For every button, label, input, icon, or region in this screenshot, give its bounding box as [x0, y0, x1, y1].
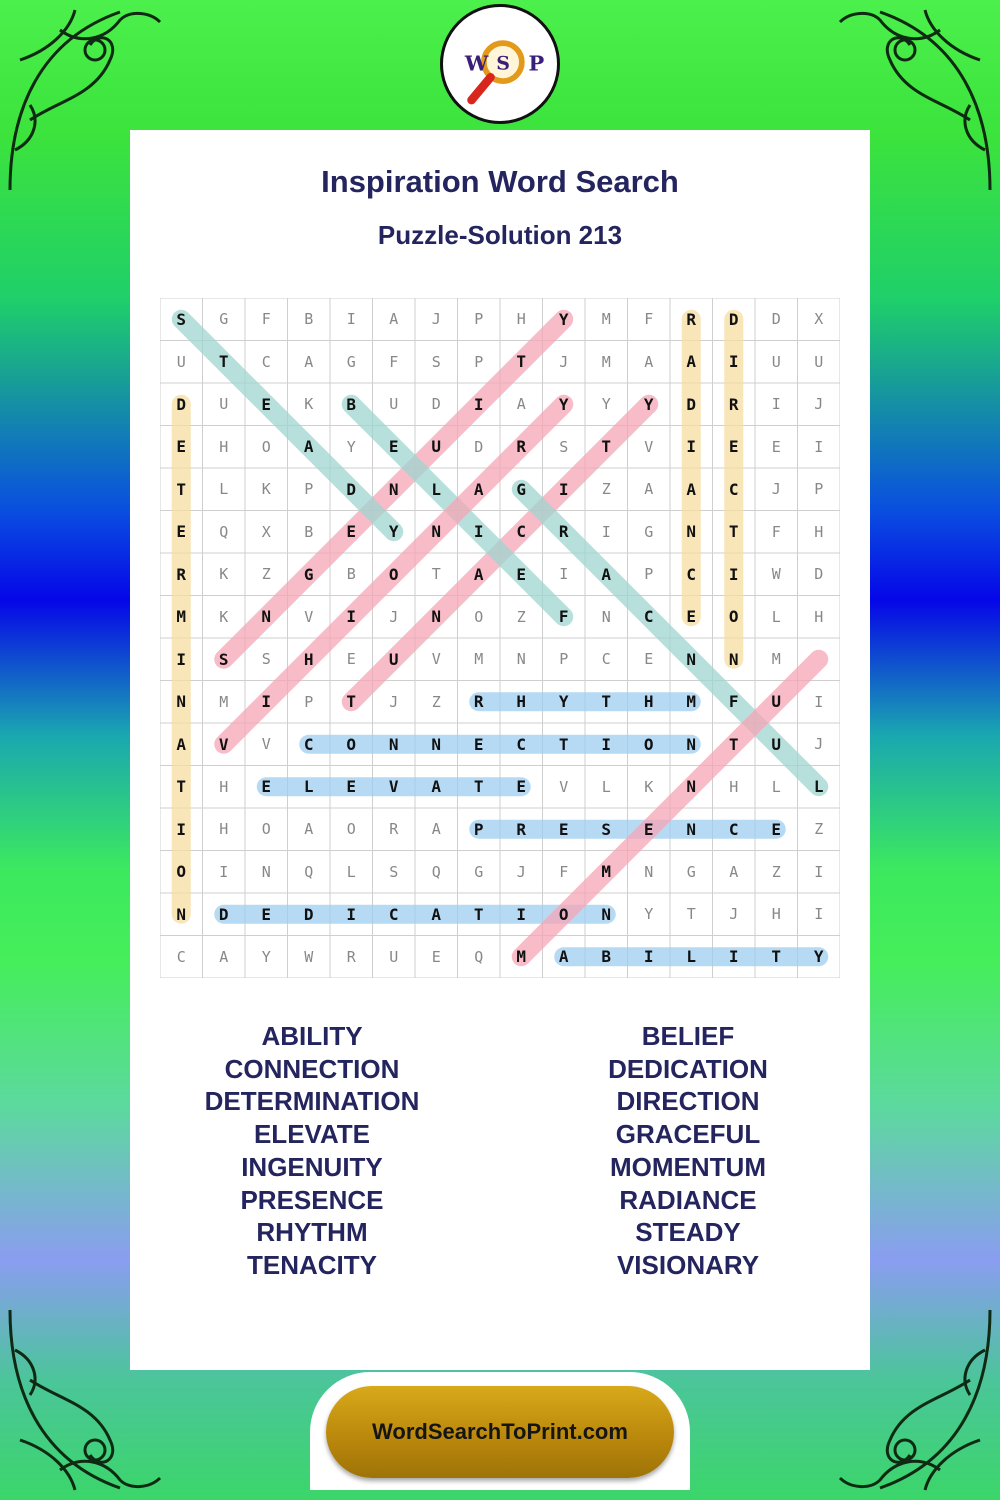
grid-cell[interactable]: M: [219, 692, 229, 711]
grid-cell[interactable]: M: [474, 650, 484, 669]
grid-cell[interactable]: E: [346, 522, 357, 542]
grid-cell[interactable]: E: [388, 437, 399, 457]
word-list-item: GRACEFUL: [615, 1119, 761, 1150]
word-list-item: INGENUITY: [241, 1151, 383, 1182]
word-list-item: TENACITY: [247, 1249, 377, 1280]
grid-cell[interactable]: T: [176, 777, 187, 797]
grid-cell[interactable]: L: [686, 947, 697, 967]
grid-cell[interactable]: I: [771, 395, 781, 414]
grid-cell[interactable]: A: [473, 564, 484, 584]
grid-cell[interactable]: Z: [431, 692, 441, 711]
grid-cell[interactable]: J: [389, 607, 399, 626]
grid-cell[interactable]: O: [261, 437, 271, 456]
page-subtitle: Puzzle-Solution 213: [377, 220, 623, 250]
grid-cell[interactable]: O: [346, 734, 357, 754]
word-list-item: VISIONARY: [616, 1249, 760, 1280]
grid-cell[interactable]: E: [516, 777, 527, 797]
grid-cell[interactable]: N: [601, 904, 612, 924]
grid-cell[interactable]: J: [814, 735, 824, 754]
word-list-item: ABILITY: [261, 1021, 363, 1051]
grid-cell[interactable]: I: [473, 522, 484, 542]
grid-cell[interactable]: I: [261, 692, 272, 712]
grid-cell[interactable]: I: [346, 607, 357, 627]
word-list-item: DIRECTION: [616, 1086, 760, 1117]
grid-cell[interactable]: K: [304, 395, 314, 414]
grid-cell[interactable]: J: [729, 905, 739, 924]
grid-cell[interactable]: V: [644, 437, 654, 456]
grid-cell[interactable]: D: [218, 904, 229, 924]
grid-cell[interactable]: A: [644, 480, 654, 499]
grid-cell[interactable]: N: [431, 607, 442, 627]
grid-cell[interactable]: D: [431, 395, 441, 414]
grid-cell[interactable]: U: [389, 395, 399, 414]
grid-cell[interactable]: I: [516, 904, 527, 924]
grid-cell[interactable]: G: [219, 310, 229, 329]
grid-cell[interactable]: N: [388, 479, 399, 499]
grid-cell[interactable]: H: [771, 905, 781, 924]
grid-cell[interactable]: N: [261, 862, 271, 881]
logo-letter-p: P: [528, 50, 545, 76]
grid-cell[interactable]: N: [686, 649, 697, 669]
grid-cell[interactable]: N: [431, 522, 442, 542]
grid-cell[interactable]: O: [176, 862, 187, 882]
grid-cell[interactable]: G: [516, 479, 527, 499]
word-list-item: BELIEF: [641, 1021, 735, 1051]
grid-cell[interactable]: C: [516, 522, 527, 542]
grid-cell[interactable]: L: [771, 607, 781, 626]
grid-cell[interactable]: Z: [516, 607, 526, 626]
grid-cell[interactable]: A: [176, 734, 187, 754]
grid-cell[interactable]: F: [771, 522, 781, 541]
grid-cell[interactable]: E: [346, 650, 356, 669]
grid-cell[interactable]: I: [558, 479, 569, 499]
grid-cell[interactable]: G: [303, 564, 314, 584]
grid-cell[interactable]: K: [219, 607, 229, 626]
word-list-item: PRESENCE: [240, 1184, 384, 1215]
grid-cell[interactable]: I: [559, 565, 569, 584]
word-list-item: ELEVATE: [253, 1119, 371, 1150]
grid-cell[interactable]: E: [516, 564, 527, 584]
grid-cell[interactable]: J: [431, 310, 441, 329]
grid-cell[interactable]: O: [346, 820, 356, 839]
grid-cell[interactable]: L: [771, 777, 781, 796]
grid-cell[interactable]: D: [814, 565, 824, 584]
grid-cell[interactable]: A: [516, 395, 526, 414]
grid-cell[interactable]: G: [644, 522, 654, 541]
grid-cell[interactable]: A: [686, 352, 697, 372]
grid-cell[interactable]: N: [388, 734, 399, 754]
grid-cell[interactable]: I: [814, 862, 824, 881]
grid-cell[interactable]: F: [559, 862, 569, 881]
grid-cell[interactable]: I: [814, 437, 824, 456]
grid-cell[interactable]: E: [643, 819, 654, 839]
grid-cell[interactable]: U: [771, 692, 782, 712]
grid-cell[interactable]: I: [473, 394, 484, 414]
grid-cell[interactable]: E: [771, 819, 782, 839]
grid-cell[interactable]: I: [601, 734, 612, 754]
grid-cell[interactable]: E: [176, 522, 187, 542]
grid-cell[interactable]: P: [474, 352, 484, 371]
grid-cell[interactable]: W: [304, 947, 314, 966]
grid-cell[interactable]: J: [771, 480, 781, 499]
word-list-item: RADIANCE: [619, 1184, 757, 1215]
grid-cell[interactable]: I: [346, 904, 357, 924]
grid-cell[interactable]: I: [728, 352, 739, 372]
grid-cell[interactable]: H: [814, 607, 824, 626]
grid-cell[interactable]: S: [218, 649, 229, 669]
grid-cell[interactable]: K: [219, 565, 229, 584]
grid-cell[interactable]: I: [176, 819, 187, 839]
grid-cell[interactable]: S: [601, 819, 612, 839]
grid-cell[interactable]: T: [728, 522, 739, 542]
grid-cell[interactable]: F: [728, 692, 739, 712]
grid-cell[interactable]: T: [728, 734, 739, 754]
grid-cell[interactable]: P: [644, 565, 654, 584]
grid-cell[interactable]: G: [346, 352, 356, 371]
grid-cell[interactable]: M: [601, 310, 611, 329]
grid-cell[interactable]: D: [728, 309, 739, 329]
grid-cell[interactable]: N: [728, 649, 739, 669]
grid-cell[interactable]: T: [516, 352, 527, 372]
grid-cell[interactable]: E: [346, 777, 357, 797]
grid-cell[interactable]: I: [601, 522, 611, 541]
grid-cell[interactable]: N: [686, 522, 697, 542]
grid-cell[interactable]: F: [389, 352, 399, 371]
grid-cell[interactable]: X: [814, 310, 824, 329]
grid-cell[interactable]: O: [643, 734, 654, 754]
word-list-item: CONNECTION: [224, 1053, 400, 1084]
grid-cell[interactable]: A: [219, 947, 229, 966]
grid-cell[interactable]: N: [686, 777, 697, 797]
grid-cell[interactable]: D: [474, 437, 484, 456]
word-list-item: RHYTHM: [256, 1217, 368, 1248]
word-search-grid: [160, 298, 840, 978]
grid-cell[interactable]: E: [644, 650, 654, 669]
grid-cell[interactable]: T: [601, 437, 612, 457]
grid-cell[interactable]: Q: [219, 522, 229, 541]
page-title: Inspiration Word Search: [321, 164, 679, 199]
grid-cell[interactable]: C: [388, 904, 399, 924]
grid-cell[interactable]: N: [601, 607, 611, 626]
grid-cell[interactable]: R: [346, 947, 356, 966]
grid-cell[interactable]: H: [219, 820, 229, 839]
grid-cell[interactable]: C: [601, 650, 611, 669]
grid-cell[interactable]: N: [516, 650, 526, 669]
grid-cell[interactable]: E: [261, 904, 272, 924]
grid-cell[interactable]: T: [176, 479, 187, 499]
grid-cell[interactable]: D: [686, 394, 697, 414]
grid-cell[interactable]: F: [261, 310, 271, 329]
grid-cell[interactable]: I: [643, 947, 654, 967]
grid-cell[interactable]: Z: [771, 862, 781, 881]
grid-cell[interactable]: Y: [813, 947, 824, 967]
grid-cell[interactable]: I: [686, 437, 697, 457]
grid-cell[interactable]: L: [601, 777, 611, 796]
grid-cell[interactable]: C: [303, 734, 314, 754]
grid-cell[interactable]: L: [346, 862, 356, 881]
grid-cell[interactable]: Y: [601, 395, 611, 414]
grid-cell[interactable]: S: [261, 650, 271, 669]
grid-cell[interactable]: U: [431, 437, 442, 457]
grid-cell[interactable]: Y: [261, 947, 271, 966]
grid-cell[interactable]: O: [474, 607, 484, 626]
grid-cell[interactable]: M: [176, 607, 187, 627]
grid-cell[interactable]: A: [729, 862, 739, 881]
grid-cell[interactable]: S: [431, 352, 441, 371]
grid-cell[interactable]: I: [728, 947, 739, 967]
grid-cell[interactable]: H: [814, 522, 824, 541]
grid-cell[interactable]: P: [473, 819, 484, 839]
grid-cell[interactable]: A: [644, 352, 654, 371]
grid-cell[interactable]: E: [261, 394, 272, 414]
grid-cell[interactable]: N: [176, 692, 187, 712]
grid-cell[interactable]: Y: [346, 437, 356, 456]
grid-cell[interactable]: Y: [558, 309, 569, 329]
grid-cell[interactable]: T: [771, 947, 782, 967]
grid-cell[interactable]: V: [261, 735, 271, 754]
grid-cell[interactable]: A: [303, 437, 314, 457]
grid-cell[interactable]: C: [728, 479, 739, 499]
grid-cell[interactable]: R: [389, 820, 399, 839]
grid-cell[interactable]: H: [303, 649, 314, 669]
grid-cell[interactable]: V: [559, 777, 569, 796]
grid-cell[interactable]: U: [771, 734, 782, 754]
grid-cell[interactable]: H: [516, 692, 527, 712]
grid-cell[interactable]: R: [516, 437, 527, 457]
grid-cell[interactable]: D: [176, 394, 187, 414]
grid-cell[interactable]: O: [388, 564, 399, 584]
grid-cell[interactable]: R: [728, 394, 739, 414]
grid-cell[interactable]: F: [558, 607, 569, 627]
word-list-item: DEDICATION: [608, 1053, 768, 1084]
grid-cell[interactable]: D: [771, 310, 781, 329]
grid-cell[interactable]: C: [643, 607, 654, 627]
grid-cell[interactable]: B: [601, 947, 612, 967]
grid-cell[interactable]: N: [686, 819, 697, 839]
grid-cell[interactable]: M: [686, 692, 697, 712]
grid-cell[interactable]: A: [686, 479, 697, 499]
grid-cell[interactable]: A: [558, 947, 569, 967]
grid-cell[interactable]: U: [388, 649, 399, 669]
logo-letter-w: W: [464, 50, 489, 76]
grid-cell[interactable]: G: [686, 862, 696, 881]
grid-cell[interactable]: M: [601, 862, 612, 882]
grid-cell[interactable]: E: [176, 437, 187, 457]
grid-cell[interactable]: I: [728, 564, 739, 584]
grid-cell[interactable]: I: [346, 310, 356, 329]
grid-cell[interactable]: T: [473, 777, 484, 797]
grid-cell[interactable]: I: [176, 649, 187, 669]
grid-cell[interactable]: V: [304, 607, 314, 626]
grid-cell[interactable]: Q: [304, 862, 314, 881]
grid-cell[interactable]: H: [643, 692, 654, 712]
grid-cell[interactable]: S: [559, 437, 569, 456]
grid-cell[interactable]: E: [431, 947, 441, 966]
grid-cell[interactable]: Q: [431, 862, 441, 881]
grid-cell[interactable]: B: [304, 310, 314, 329]
grid-cell[interactable]: H: [729, 777, 739, 796]
grid-cell[interactable]: U: [814, 352, 824, 371]
grid-cell[interactable]: R: [473, 692, 484, 712]
grid-cell[interactable]: P: [559, 650, 569, 669]
grid-cell[interactable]: Y: [644, 905, 654, 924]
grid-cell[interactable]: T: [218, 352, 229, 372]
grid-cell[interactable]: L: [431, 479, 442, 499]
grid-cell[interactable]: T: [601, 692, 612, 712]
grid-cell[interactable]: H: [219, 777, 229, 796]
grid-cell[interactable]: Q: [474, 947, 484, 966]
grid-cell[interactable]: Y: [643, 394, 654, 414]
grid-cell[interactable]: U: [771, 352, 781, 371]
grid-cell[interactable]: Z: [814, 820, 824, 839]
grid-cell[interactable]: H: [219, 437, 229, 456]
grid-cell[interactable]: S: [176, 309, 187, 329]
grid-cell[interactable]: T: [431, 565, 441, 584]
wsp-logo[interactable]: [440, 4, 560, 124]
grid-cell[interactable]: O: [728, 607, 739, 627]
grid-cell[interactable]: A: [389, 310, 399, 329]
grid-cell[interactable]: E: [686, 607, 697, 627]
grid-cell[interactable]: V: [431, 650, 441, 669]
grid-cell[interactable]: A: [473, 479, 484, 499]
grid-cell[interactable]: L: [219, 480, 229, 499]
grid-cell[interactable]: C: [686, 564, 697, 584]
grid-cell[interactable]: E: [261, 777, 272, 797]
grid-cell[interactable]: L: [813, 777, 824, 797]
grid-cell[interactable]: D: [346, 479, 357, 499]
grid-cell[interactable]: S: [389, 862, 399, 881]
grid-cell[interactable]: V: [388, 777, 399, 797]
grid-cell[interactable]: M: [601, 352, 611, 371]
grid-cell[interactable]: F: [644, 310, 654, 329]
grid-cell[interactable]: Z: [601, 480, 611, 499]
grid-cell[interactable]: C: [728, 819, 739, 839]
grid-cell[interactable]: A: [304, 820, 314, 839]
grid-cell[interactable]: J: [559, 352, 569, 371]
grid-cell[interactable]: B: [346, 394, 357, 414]
grid-cell[interactable]: R: [686, 309, 697, 329]
grid-cell[interactable]: N: [176, 904, 187, 924]
grid-cell[interactable]: R: [516, 819, 527, 839]
grid-cell[interactable]: T: [686, 905, 696, 924]
grid-cell[interactable]: O: [261, 820, 271, 839]
grid-cell[interactable]: I: [814, 692, 824, 711]
grid-cell[interactable]: U: [389, 947, 399, 966]
grid-cell[interactable]: P: [304, 480, 314, 499]
grid-cell[interactable]: A: [431, 820, 441, 839]
site-link-button[interactable]: WordSearchToPrint.com: [326, 1386, 674, 1478]
grid-cell[interactable]: X: [261, 522, 271, 541]
grid-cell[interactable]: B: [304, 522, 314, 541]
word-list-item: MOMENTUM: [610, 1151, 766, 1182]
word-list-left: [122, 1020, 502, 1282]
word-list-item: STEADY: [635, 1217, 741, 1248]
grid-cell[interactable]: I: [814, 905, 824, 924]
grid-cell[interactable]: C: [176, 947, 186, 966]
grid-cell[interactable]: U: [219, 395, 229, 414]
grid-cell[interactable]: T: [346, 692, 357, 712]
logo-letter-s: S: [496, 52, 510, 75]
grid-cell[interactable]: P: [474, 310, 484, 329]
grid-cell[interactable]: Z: [261, 565, 271, 584]
grid-cell[interactable]: J: [516, 862, 526, 881]
grid-cell[interactable]: K: [644, 777, 654, 796]
grid-cell[interactable]: K: [261, 480, 271, 499]
grid-cell[interactable]: A: [601, 564, 612, 584]
grid-cell[interactable]: J: [814, 395, 824, 414]
grid-cell[interactable]: C: [261, 352, 271, 371]
grid-cell[interactable]: U: [176, 352, 186, 371]
grid-cell[interactable]: Y: [388, 522, 399, 542]
grid-cell[interactable]: R: [176, 564, 187, 584]
grid-cell[interactable]: M: [771, 650, 781, 669]
grid-cell[interactable]: N: [261, 607, 272, 627]
grid-cell[interactable]: B: [346, 565, 356, 584]
grid-cell[interactable]: P: [814, 480, 824, 499]
grid-cell[interactable]: C: [516, 734, 527, 754]
grid-cell[interactable]: A: [431, 777, 442, 797]
grid-cell[interactable]: I: [219, 862, 229, 881]
grid-cell[interactable]: E: [473, 734, 484, 754]
grid-cell[interactable]: P: [304, 692, 314, 711]
grid-cell[interactable]: H: [516, 310, 526, 329]
grid-cell[interactable]: N: [431, 734, 442, 754]
grid-cell[interactable]: E: [558, 819, 569, 839]
grid-cell[interactable]: R: [558, 522, 569, 542]
grid-cell[interactable]: G: [474, 862, 484, 881]
grid-cell[interactable]: T: [473, 904, 484, 924]
grid-cell[interactable]: A: [304, 352, 314, 371]
grid-cell[interactable]: N: [644, 862, 654, 881]
word-list-item: DETERMINATION: [204, 1086, 420, 1117]
grid-cell[interactable]: M: [516, 947, 527, 967]
grid-cell[interactable]: Y: [558, 394, 569, 414]
grid-cell[interactable]: O: [558, 904, 569, 924]
grid-cell[interactable]: E: [771, 437, 781, 456]
grid-cell[interactable]: A: [431, 904, 442, 924]
grid-cell[interactable]: J: [389, 692, 399, 711]
grid-cell[interactable]: V: [218, 734, 229, 754]
grid-cell[interactable]: E: [728, 437, 739, 457]
grid-cell[interactable]: L: [303, 777, 314, 797]
grid-cell[interactable]: D: [303, 904, 314, 924]
grid-cell[interactable]: T: [558, 734, 569, 754]
grid-cell[interactable]: N: [686, 734, 697, 754]
word-list-right: [498, 1020, 878, 1282]
grid-cell[interactable]: Y: [558, 692, 569, 712]
grid-cell[interactable]: W: [771, 565, 781, 584]
